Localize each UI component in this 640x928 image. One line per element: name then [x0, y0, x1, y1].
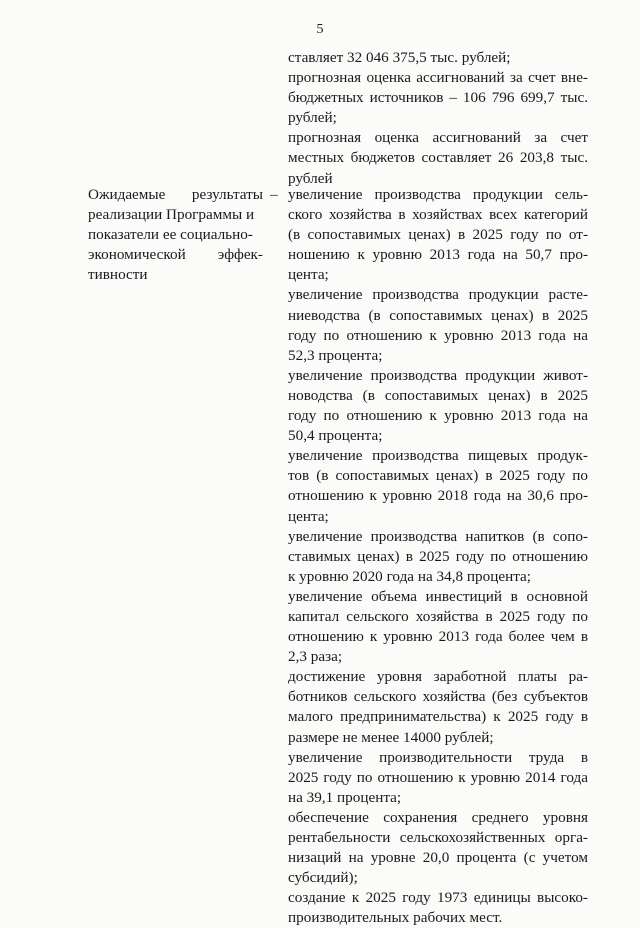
- text-line: увеличение производства продукции сель-: [288, 186, 588, 203]
- row-label: [88, 185, 263, 285]
- text-line: тов (в сопоставимых ценах) в 2025 году по: [288, 467, 588, 485]
- text-line: ношению к уровню 2013 года на 50,7 про-: [288, 246, 588, 264]
- label-line: экономической эффек-: [88, 246, 263, 263]
- text-line: увеличение производства напитков (в сопо-: [288, 527, 588, 545]
- text-line: обеспечение сохранения среднего уровня: [288, 808, 588, 826]
- result-item: [288, 185, 588, 285]
- text-line: достижение уровня заработной платы ра-: [288, 668, 588, 686]
- label-line: тивности: [88, 266, 148, 283]
- text-line: отношению к уровню 2018 года на 30,6 про-: [288, 487, 588, 505]
- financing-paragraph: [288, 128, 588, 188]
- text-line: увеличение производительности труда в: [288, 748, 588, 766]
- text-line: размере не менее 14000 рублей;: [288, 728, 494, 746]
- text-line: создание к 2025 году 1973 единицы высоко-: [288, 889, 588, 907]
- text-line: производительных рабочих мест.: [288, 909, 503, 927]
- text-line: увеличение объема инвестиций в основной: [288, 587, 588, 605]
- text-line: увеличение производства пищевых продук-: [288, 447, 588, 465]
- text-line: ниеводства (в сопоставимых ценах) в 2025: [288, 306, 588, 324]
- text-line: на 39,1 процента;: [288, 788, 402, 806]
- text-line: субсидий);: [288, 869, 358, 887]
- text-line: рентабельности сельскохозяйственных орга-: [288, 829, 588, 846]
- financing-paragraph: [288, 48, 588, 68]
- text-line: увеличение производства продукции расте-: [288, 286, 588, 304]
- results-list: [288, 185, 588, 928]
- text-line: ботников сельского хозяйства (без субъектов: [288, 688, 588, 706]
- text-line: 50,4 процента;: [288, 427, 383, 445]
- text-line: году по отношению к уровню 2013 года на: [288, 326, 588, 344]
- result-item: [288, 285, 588, 365]
- text-line: прогнозная оценка ассигнований за счет вне-: [288, 69, 588, 87]
- result-item: [288, 527, 588, 587]
- text-line: ского хозяйства в хозяйствах всех категорий: [288, 206, 588, 224]
- text-line: низаций на уровне 20,0 процента (с учетом: [288, 849, 588, 867]
- text-line: ставимых ценах) в 2025 году по отношению: [288, 547, 588, 565]
- text-line: 2,3 раза;: [288, 648, 343, 666]
- text-line: капитал сельского хозяйства в 2025 году по: [288, 607, 588, 625]
- text-line: рублей;: [288, 109, 337, 127]
- text-line: увеличение производства продукции живот-: [288, 366, 588, 384]
- financing-paragraph: [288, 68, 588, 128]
- result-item: [288, 667, 588, 747]
- text-line: прогнозная оценка ассигнований за счет: [288, 129, 588, 147]
- text-line: отношению к уровню 2013 года более чем в: [288, 628, 588, 646]
- text-line: цента;: [288, 507, 329, 525]
- page-number: 5: [316, 22, 324, 37]
- result-item: [288, 748, 588, 808]
- text-line: (в сопоставимых ценах) в 2025 году по от-: [288, 226, 588, 244]
- text-line: рублей: [288, 169, 333, 187]
- text-line: местных бюджетов составляет 26 203,8 тыс.: [288, 149, 588, 167]
- text-line: ставляет 32 046 375,5 тыс. рублей;: [288, 49, 511, 66]
- label-line: Ожидаемые результаты: [88, 186, 263, 203]
- text-line: году по отношению к уровню 2013 года на: [288, 407, 588, 425]
- result-item: [288, 808, 588, 888]
- text-line: к уровню 2020 года на 34,8 процента;: [288, 567, 531, 585]
- label-line: показатели ее социально-: [88, 226, 253, 243]
- row-dash: –: [270, 186, 278, 203]
- text-line: цента;: [288, 266, 329, 284]
- text-line: малого предпринимательства) к 2025 году в: [288, 708, 588, 726]
- result-item: [288, 888, 588, 928]
- text-line: новодства (в сопоставимых ценах) в 2025: [288, 386, 588, 404]
- result-item: [288, 587, 588, 667]
- result-item: [288, 446, 588, 526]
- financing-continuation: [288, 48, 588, 189]
- text-line: 52,3 процента;: [288, 346, 383, 364]
- label-line: реализации Программы и: [88, 206, 255, 223]
- text-line: бюджетных источников – 106 796 699,7 тыс.: [288, 89, 588, 107]
- result-item: [288, 366, 588, 446]
- text-line: 2025 году по отношению к уровню 2014 года: [288, 768, 588, 786]
